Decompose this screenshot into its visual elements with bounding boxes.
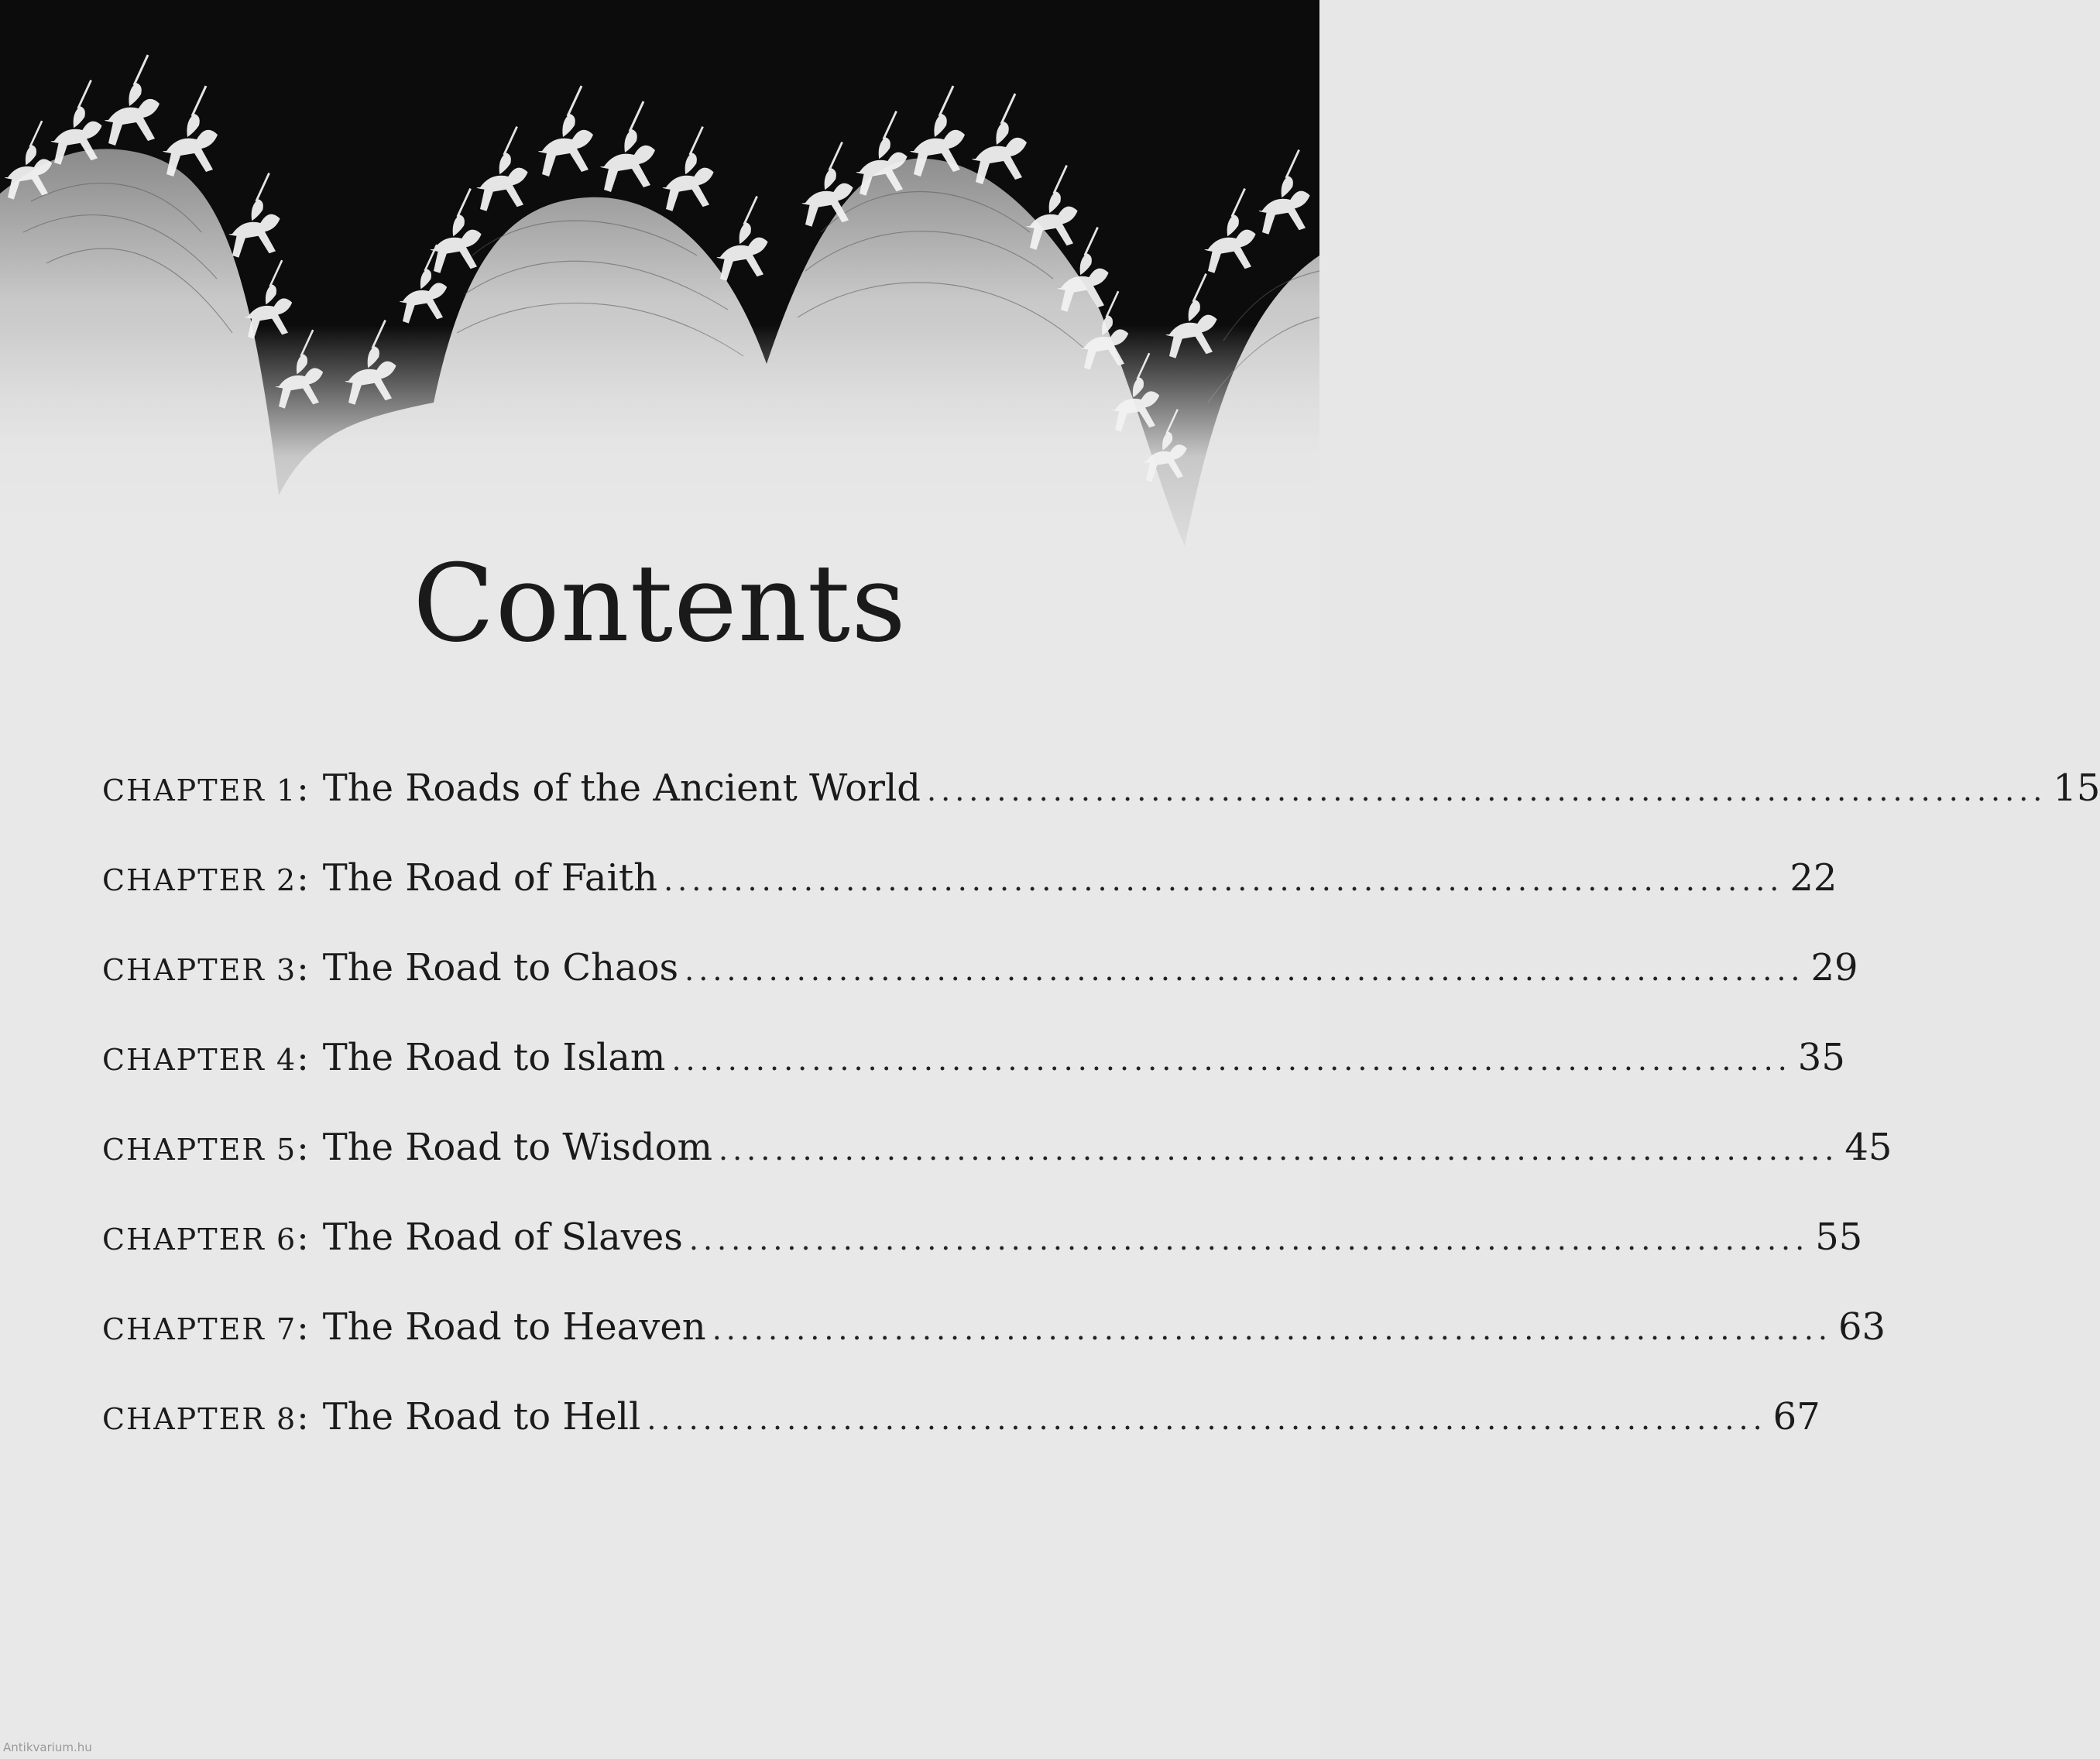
page-number: 45: [1844, 1126, 1892, 1169]
chapter-title: The Road of Slaves: [322, 1216, 683, 1259]
dot-leader: ................................................................................: [927, 773, 2047, 807]
page-number: 15: [2053, 766, 2100, 810]
chapter-label: CHAPTER 8: [102, 1402, 297, 1436]
chapter-separator: :: [297, 1306, 309, 1348]
chapter-title: The Road of Faith: [322, 856, 658, 900]
toc-entry: [102, 1395, 1820, 1485]
chapter-label: CHAPTER 7: [102, 1312, 297, 1346]
toc-entry: [102, 1126, 1892, 1216]
dot-leader: ................................................................................: [647, 1402, 1767, 1436]
dot-leader: ................................................................................: [671, 1043, 1792, 1077]
chapter-separator: :: [297, 1126, 309, 1168]
dot-leader: ................................................................................: [664, 863, 1784, 897]
desert-caravan-illustration: [0, 0, 1319, 588]
watermark: Antikvarium.hu: [3, 1740, 92, 1754]
page-number: 29: [1810, 946, 1858, 989]
toc-entry: [102, 856, 1838, 946]
table-of-contents: [102, 766, 2100, 1485]
chapter-separator: :: [297, 767, 309, 809]
dot-leader: ................................................................................: [718, 1133, 1839, 1167]
toc-entry: [102, 1036, 1845, 1126]
dot-leader: ................................................................................: [685, 953, 1805, 987]
chapter-title: The Roads of the Ancient World: [322, 766, 921, 810]
chapter-separator: :: [297, 947, 309, 989]
toc-entry: [102, 946, 1858, 1036]
chapter-label: CHAPTER 1: [102, 773, 297, 807]
chapter-separator: :: [297, 1216, 309, 1258]
page-number: 22: [1789, 856, 1838, 900]
page-number: 35: [1797, 1036, 1845, 1079]
chapter-title: The Road to Chaos: [322, 946, 679, 989]
chapter-label: CHAPTER 2: [102, 863, 297, 897]
chapter-separator: :: [297, 1396, 309, 1438]
chapter-title: The Road to Hell: [322, 1395, 641, 1438]
chapter-title: The Road to Wisdom: [322, 1126, 712, 1169]
chapter-label: CHAPTER 5: [102, 1133, 297, 1167]
page-number: 55: [1815, 1216, 1863, 1259]
toc-entry: [102, 1216, 1863, 1305]
toc-entry: [102, 766, 2100, 856]
dot-leader: ................................................................................: [712, 1312, 1833, 1346]
chapter-label: CHAPTER 4: [102, 1043, 297, 1077]
dot-leader: ................................................................................: [688, 1222, 1810, 1257]
chapter-label: CHAPTER 3: [102, 953, 297, 987]
toc-entry: [102, 1305, 1886, 1395]
chapter-title: The Road to Islam: [322, 1036, 666, 1079]
chapter-separator: :: [297, 1037, 309, 1078]
chapter-title: The Road to Heaven: [322, 1305, 706, 1349]
page-title: Contents: [413, 541, 907, 666]
page-number: 67: [1772, 1395, 1820, 1438]
chapter-label: CHAPTER 6: [102, 1222, 297, 1257]
chapter-separator: :: [297, 857, 309, 899]
page-number: 63: [1838, 1305, 1886, 1349]
